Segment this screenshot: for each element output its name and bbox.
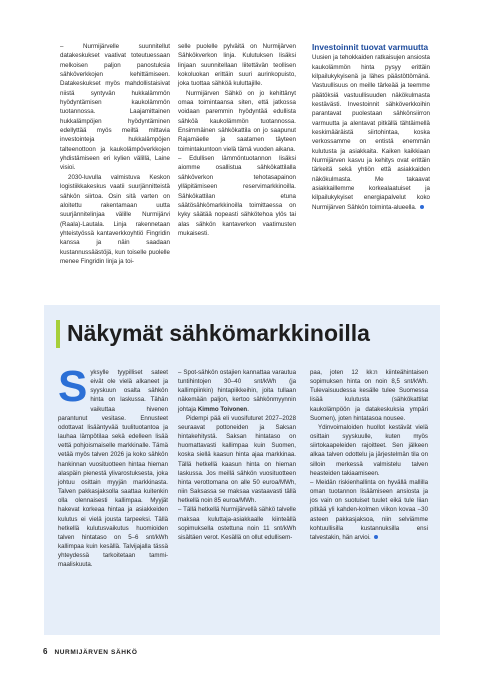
- box-column-2: [178, 368, 296, 542]
- article-column-1: [60, 42, 170, 266]
- section-title: Näkymät sähkömarkkinoilla: [67, 320, 370, 346]
- paragraph-text: Uusien ja tehokkaiden ratkaisujen ansiosta kaukolämmön hinta pysyy erittäin kilpailukykyisenä ja lähes päästöttömänä. Vastuullisuus on meille tärkeää ja teemme päätöksiä vastuullisuuden näkökulmasta kestävästi. Investoinnit sähköverkkoihin parantavat puolestaan sähkönsiirron varmuutta ja alentavat pitkällä tähtäimellä keskimääräistä siirtohintaa, koska verkossamme on entistä enemmän kulutusta ja asiakkaita. Kaiken kaikkiaan Nurmijärven kasvu ja kehitys ovat erittäin tärkeitä sekä yhtiön että asiakkaiden näkökulmasta. Me takaavat asiakkaillemme korkealaatuiset ja kilpailukykyiset energiapalvelut koko Nurmijärven Sähkön toiminta-alueella.: [312, 54, 430, 211]
- bullet-dot-icon: [374, 535, 378, 539]
- paragraph: – Edullisen lämmöntuotannon lisäksi aiomme osallistua sähkökattilalla sähköverkon tehotasapainon ylläpitämiseen reservimarkkinoilla. Sähkökattilan etuna säätösähkömarkkinoilla toimittaessa on kyky säätää nopeasti sähkötehoa ylös tai alas sähkön kantaverkon vaatimusten mukaisesti.: [178, 155, 296, 237]
- subheading: Investoinnit tuovat varmuutta: [312, 42, 429, 52]
- drop-cap: S: [58, 362, 88, 411]
- person-name: Kimmo Toivonen: [197, 405, 248, 413]
- paragraph: [312, 53, 430, 212]
- paragraph: paa, joten 12 kk:n kiinteähintaisen sopimuksen hinta on noin 8,5 snt/kWh. Tulevaisuudessa kesälle tulee Suomessa lisää kulutusta (sähkökattilat kaukolämpöön ja datakeskuksia ympäri Suomen), joten hintatasoa nousee.: [310, 369, 428, 422]
- paragraph: – Spot-sähkön ostajien kannattaa varautua tuntihintojen 30–40 snt/kWh (ja kallimpiinkin) hintapiikkeihin, joita tullaan näkemään paljon, kertoo sähkönmyynnin johtaja Kimmo Toivonen.: [178, 369, 296, 413]
- paragraph: [58, 362, 168, 569]
- page-footer: [43, 647, 138, 657]
- paragraph-text: – Spot-sähkön ostajien kannattaa varautua tuntihintojen 30–40 snt/kWh (ja kallimpiinkin) hintapiikkeihin, joita tullaan näkemään paljon, kertoo sähkönmyynnin johtaja: [178, 369, 296, 413]
- title-accent-bar: [56, 320, 60, 348]
- paragraph-text: – Meidän riskienhallinta on hyvällä mallilla oman tuotannon lisäämiseen ansiosta ja jos vain on suotuiset tuulet eikä tule liian pitkää yli kahden-kolmen viikon kovaa –30 asteen pakkasjaksoa, niin selviämme kohtuullisilla kustannuksilla ensi talvestakin, hän arvioi.: [310, 478, 428, 541]
- paragraph: selle puolelle pylväitä on Nurmijärven Sähkökverkon linja. Kulutuksen lisäksi linjaan suunnitellaan liitettävän teollisen kokoluokan erittäin suuri aurinkopuisto, joka tuottaa sähköä kuluttajille.: [178, 43, 296, 88]
- article-column-3: [312, 42, 430, 212]
- paragraph: 2030-luvulla valmistuva Keskon logistiikkakeskus vaatii suurjännitteistä sähkön siirtoa. Osin sitä varten on aloitettu rakentamaan uutta suurjännitelinjaa välille Nurmijärvi (Raala)-Lautala. Linja rakennetaan yhteistyössä kantaverkkoyhtiö Fingridin kanssa ja näin saadaan kustannussäästöjä, kun toiselle puolelle menee Fingridin linja ja toi-: [60, 173, 170, 265]
- article-column-2: [178, 42, 296, 238]
- paragraph: Pidempi pää eli vuosifuturet 2027–2028 seuraavat pottoneiden ja Saksan hintakehitystä. Saksan hintataso on huomattavasti kallimpaa kuin Suomen, koska siellä kaasun hinta ajaa markkinaa. Tällä hetkellä kaasun hinta on hieman laskussa. Jos meillä sähkön vuosituotteen hinta verottomana on alle 50 euroa/MWh, niin Saksassa se maksaa vastaavasti tällä hetkellä noin 85 euroa/MWh.: [178, 414, 296, 505]
- publication-name: NURMIJÄRVEN SÄHKÖ: [54, 649, 138, 656]
- box-column-1: [58, 362, 168, 569]
- box-column-3: [310, 368, 428, 542]
- page-number: 6: [43, 647, 48, 656]
- paragraph: Nurmijärven Sähkö on jo kehittänyt omaa toimintaansa siten, että jatkossa voidaan paremmin hyödyntää edullista sähköä kaukolämmön tuotannossa. Ensimmäinen sähkökattila on jo saapunut Rajamäelle ja saatamen täyteen toimintakuntoon vielä tämä vuoden aikana.: [178, 89, 296, 153]
- paragraph: [310, 478, 428, 542]
- paragraph-text: yksylle tyypilliset sateet eivät ole vielä alkaneet ja syyskuun osalta sähkön hinta on laskussa. Tähän vaikuttaa hivenen parantunut vesitase. Ennusteet odottavat lisääntyvää tuulituotantoa ja lauhaa lämpötilaa sekä edelleen lisää vettä pohjoismaiselle markkinalle. Tämä vetää myös talven 2026 ja koko sähkön hankinnan vuosituotteen hintaa hieman alaspäin pienestä ylivarostuksesta, joka johtuu osittain myyjän markkinasta. Talven pakkasjaksolla saattaa kuitenkin olla olennaisesti kallimpaa. Myyjät hakevat korkeaa hintaa ja asiakkeiden kulutus ei vielä jousta tarpeeksi. Tällä hetkellä kulutusvaikutus huomioiden talven hintataso on 5–6 snt/kWh kallimpaa kuin kesällä. Talvijajalla tässä yhteydessä tarkoitetaan tammi-maaliskuuta.: [58, 369, 168, 569]
- paragraph: – Nurmijärvelle suunnitellut datakeskukset vaativat toteutuessaan melkoisen paljon panostuksia sähköverkkojen kehittämiseen. Datakeskukset myös mahdollistaisivat niistä syntyvän hukkalämmön hyödyntämisen kaukolämmön tuotannossa. Laajamittainen hukkalämpöjen hyödyntäminen edellyttää myös meiltä mittavia investointeja hukkalämpöjen talteenottoon ja kaukolämpöverkkojen yhdistämiseen eri kylien välillä, Laine visioi.: [60, 43, 170, 172]
- bullet-dot-icon: [420, 205, 424, 209]
- paragraph: – Tällä hetkellä Nurmijärvellä sähkö talvelle maksaa kuluttaja-asiakkaalle kiinteällä sopimuksella ostettuna noin 11 snt/kWh sisältäen verot. Kesällä on ollut edullisem-: [178, 506, 296, 541]
- paragraph: Ydinvoimaloiden huollot kestävät vielä osittain syyskuulle, kuten myös siirtokaapeleiden rajoitteet. Sen jälkeen alkaa talven odottelu ja järjestelmän tila on silloin merkessä valmistelu talven heasteiden takiaamiseen.: [310, 423, 428, 477]
